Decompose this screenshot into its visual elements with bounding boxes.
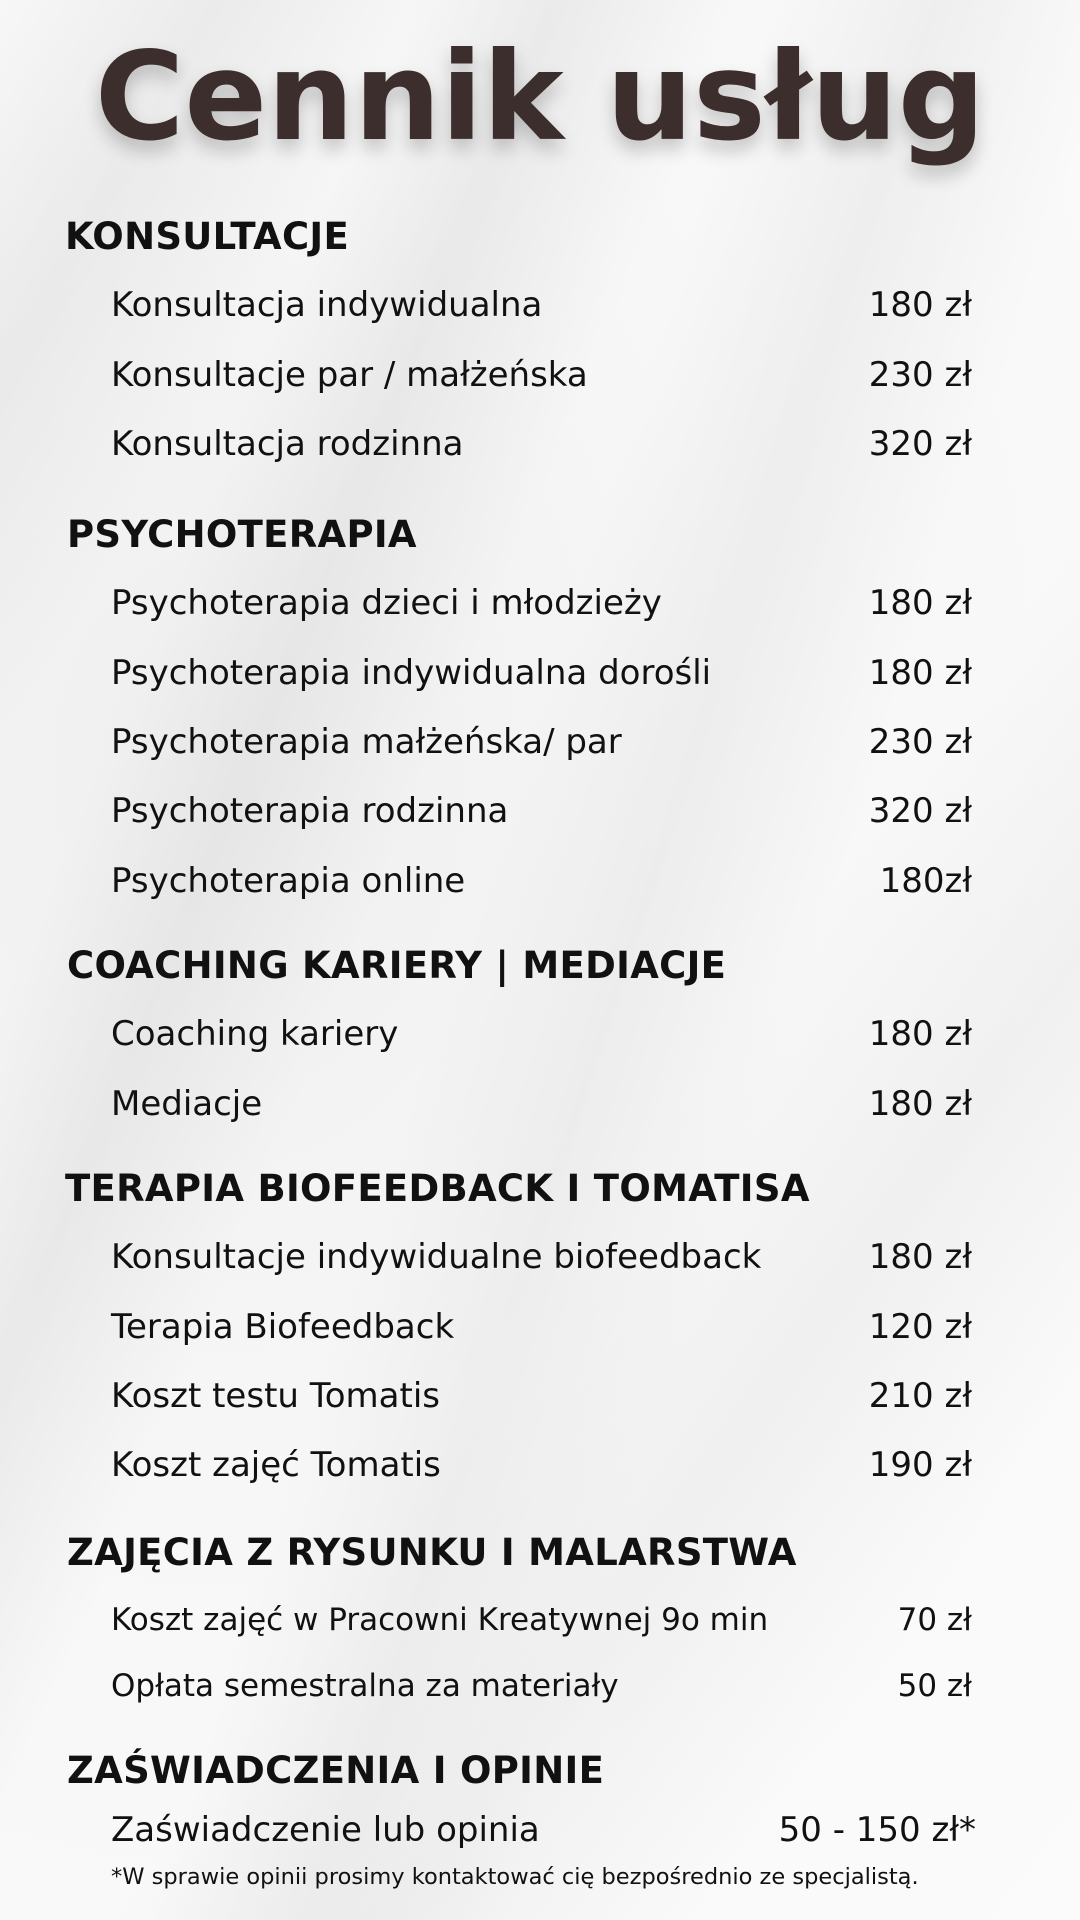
service-price: 70 zł	[897, 1602, 972, 1638]
section-heading-zaswiadczenia: ZAŚWIADCZENIA I OPINIE	[67, 1749, 605, 1792]
service-price: 120 zł	[868, 1307, 972, 1347]
service-name: Koszt zajęć Tomatis	[111, 1445, 441, 1485]
service-name: Psychoterapia rodzinna	[111, 791, 509, 831]
price-row	[111, 1598, 972, 1642]
page-title: Cennik usług	[94, 26, 986, 168]
service-name: Psychoterapia indywidualna dorośli	[111, 653, 712, 693]
section-heading-biofeedback: TERAPIA BIOFEEDBACK I TOMATISA	[65, 1167, 810, 1210]
price-row	[111, 1082, 972, 1126]
service-name: Koszt testu Tomatis	[111, 1376, 440, 1416]
service-price: 180 zł	[868, 1014, 972, 1054]
service-price: 180 zł	[868, 1237, 972, 1277]
service-price: 320 zł	[868, 791, 972, 831]
price-row	[111, 1808, 976, 1852]
service-price: 210 zł	[868, 1376, 972, 1416]
service-name: Psychoterapia dzieci i młodzieży	[111, 583, 662, 623]
service-name: Mediacje	[111, 1084, 263, 1124]
service-name: Zaświadczenie lub opinia	[111, 1810, 540, 1850]
price-row	[111, 283, 972, 327]
service-name: Koszt zajęć w Pracowni Kreatywnej 9o min	[111, 1602, 769, 1638]
price-row	[111, 1012, 972, 1056]
section-heading-rysunek: ZAJĘCIA Z RYSUNKU I MALARSTWA	[67, 1531, 797, 1574]
price-row	[111, 1664, 972, 1708]
service-price: 190 zł	[868, 1445, 972, 1485]
service-price: 50 - 150 zł*	[778, 1810, 976, 1850]
service-price: 180 zł	[868, 653, 972, 693]
price-row	[111, 1443, 972, 1487]
service-name: Konsultacje par / małżeńska	[111, 355, 588, 395]
price-row	[111, 422, 972, 466]
service-name: Terapia Biofeedback	[111, 1307, 455, 1347]
service-name: Opłata semestralna za materiały	[111, 1668, 619, 1704]
price-row	[111, 859, 972, 903]
section-heading-coaching: COACHING KARIERY | MEDIACJE	[67, 944, 727, 987]
section-heading-konsultacje: KONSULTACJE	[65, 215, 350, 258]
price-row	[111, 651, 972, 695]
service-price: 180 zł	[868, 583, 972, 623]
price-row	[111, 1374, 972, 1418]
section-heading-psychoterapia: PSYCHOTERAPIA	[67, 513, 417, 556]
service-price: 50 zł	[897, 1668, 972, 1704]
service-price: 180zł	[879, 861, 972, 901]
service-price: 180 zł	[868, 285, 972, 325]
service-name: Konsultacje indywidualne biofeedback	[111, 1237, 762, 1277]
price-row	[111, 1305, 972, 1349]
service-name: Konsultacja rodzinna	[111, 424, 464, 464]
service-price: 180 zł	[868, 1084, 972, 1124]
service-price: 320 zł	[868, 424, 972, 464]
service-price: 230 zł	[868, 722, 972, 762]
service-price: 230 zł	[868, 355, 972, 395]
price-row	[111, 789, 972, 833]
service-name: Psychoterapia online	[111, 861, 466, 901]
service-name: Konsultacja indywidualna	[111, 285, 543, 325]
footnote: *W sprawie opinii prosimy kontaktować cię bezpośrednio ze specjalistą.	[111, 1864, 919, 1890]
price-row	[111, 720, 972, 764]
price-row	[111, 1235, 972, 1279]
service-name: Psychoterapia małżeńska/ par	[111, 722, 622, 762]
price-row	[111, 353, 972, 397]
service-name: Coaching kariery	[111, 1014, 399, 1054]
price-row	[111, 581, 972, 625]
